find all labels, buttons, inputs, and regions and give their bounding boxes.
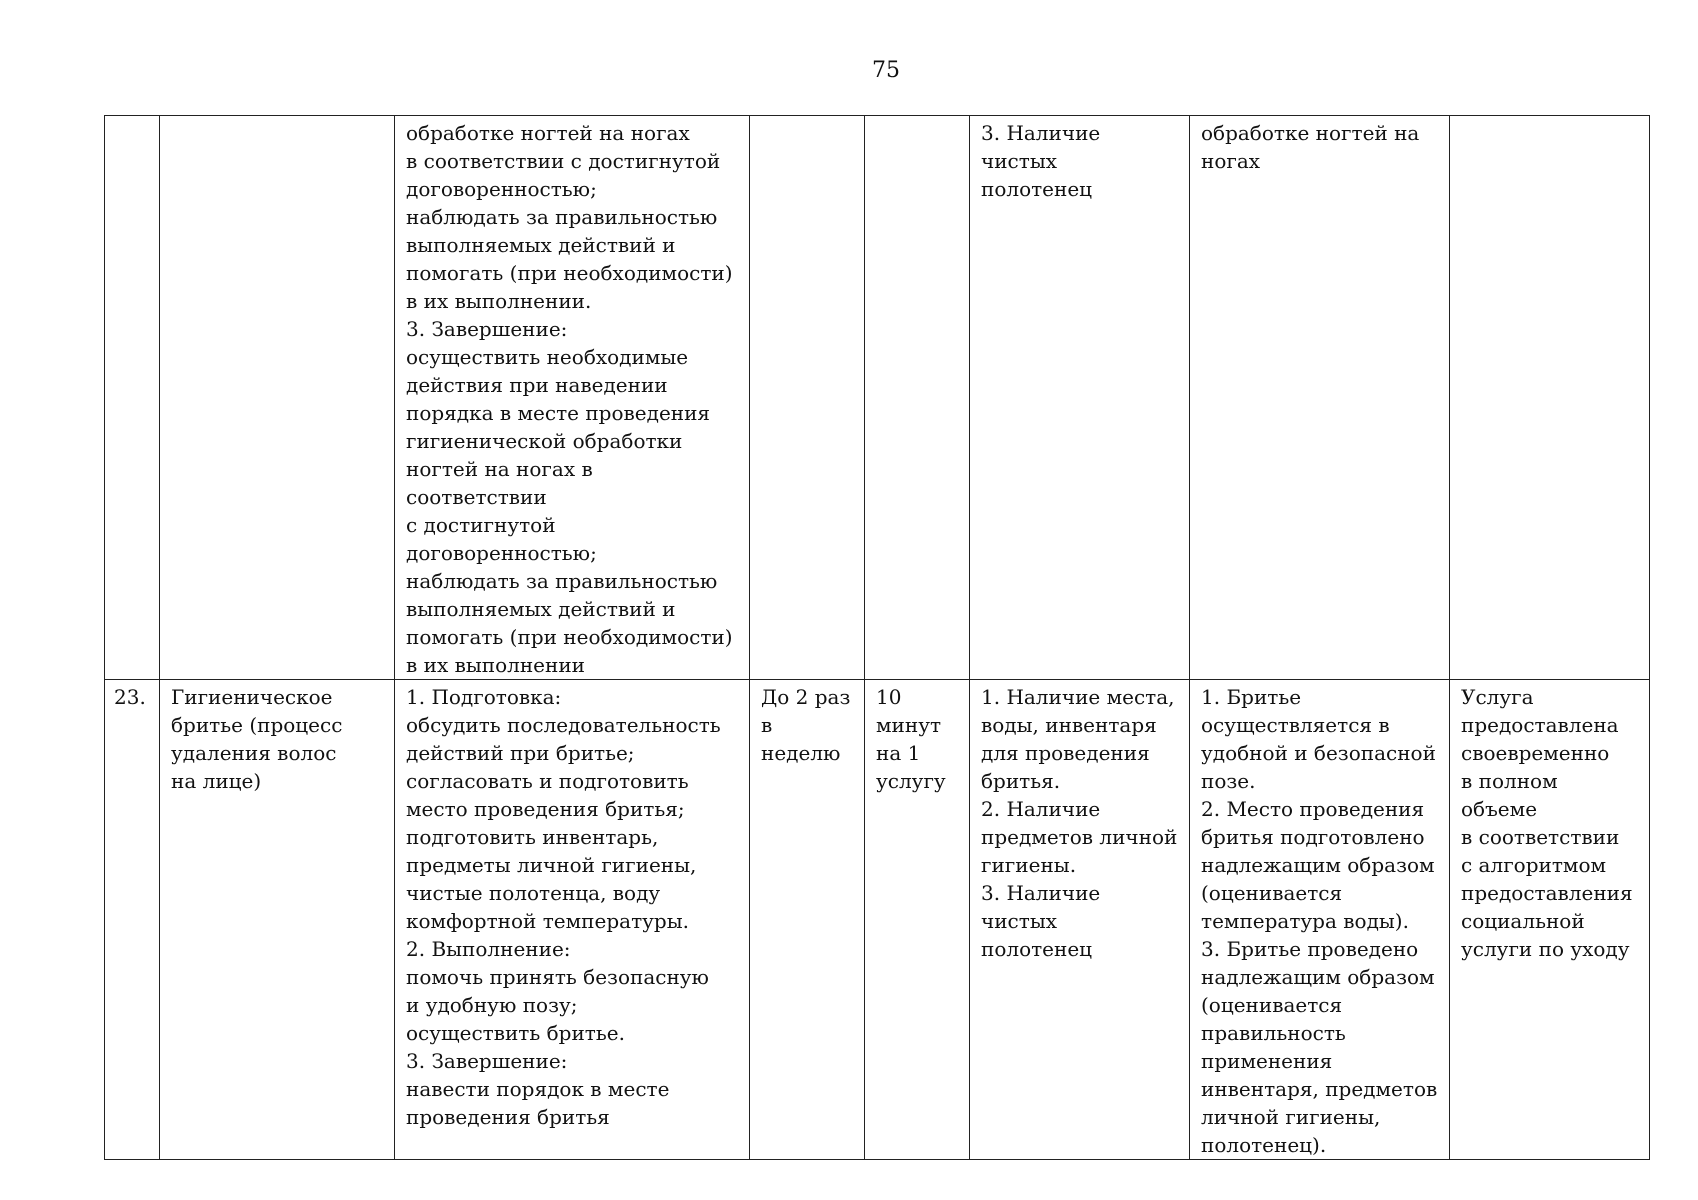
evaluation-cell	[1450, 116, 1650, 680]
quality-indicators-cell: 1. Бритье осуществляется в удобной и безопасной позе. 2. Место проведения бритья подготовлено надлежащим образом (оценивается температура воды). 3. Бритье проведено надлежащим образом (оценивается правильность применения инвентаря, предметов личной гигиены, полотенец).	[1190, 680, 1450, 1160]
service-description-cell: 1. Подготовка: обсудить последовательность действий при бритье; согласовать и подготовить место проведения бритья; подготовить инвентарь, предметы личной гигиены, чистые полотенца, воду комфортной температуры. 2. Выполнение: помочь принять безопасную и удобную позу; осуществить бритье. 3. Завершение: навести порядок в месте проведения бритья	[395, 680, 750, 1160]
frequency-cell: До 2 раз в неделю	[750, 680, 865, 1160]
quality-indicators-cell: обработке ногтей на ногах	[1190, 116, 1450, 680]
service-description-cell: обработке ногтей на ногах в соответствии с достигнутой договоренностью; наблюдать за правильностью выполняемых действий и помогать (при необходимости) в их выполнении. 3. Завершение: осуществить необходимые действия при наведении порядка в месте проведения гигиенической обработки ногтей на ногах в соответствии с достигнутой договоренностью; наблюдать за правильностью выполняемых действий и помогать (при необходимости) в их выполнении	[395, 116, 750, 680]
services-table	[104, 115, 1650, 1160]
duration-cell: 10 минут на 1 услугу	[865, 680, 970, 1160]
page-number: 75	[872, 58, 900, 83]
evaluation-cell: Услуга предоставлена своевременно в полном объеме в соответствии с алгоритмом предоставления социальной услуги по уходу	[1450, 680, 1650, 1160]
service-name-cell	[160, 116, 395, 680]
row-number-cell	[105, 116, 160, 680]
duration-cell	[865, 116, 970, 680]
frequency-cell	[750, 116, 865, 680]
service-name-cell: Гигиеническое бритье (процесс удаления волос на лице)	[160, 680, 395, 1160]
table-row	[105, 680, 1650, 1160]
row-number-cell: 23.	[105, 680, 160, 1160]
table-row	[105, 116, 1650, 680]
conditions-cell: 3. Наличие чистых полотенец	[970, 116, 1190, 680]
conditions-cell: 1. Наличие места, воды, инвентаря для проведения бритья. 2. Наличие предметов личной гигиены. 3. Наличие чистых полотенец	[970, 680, 1190, 1160]
